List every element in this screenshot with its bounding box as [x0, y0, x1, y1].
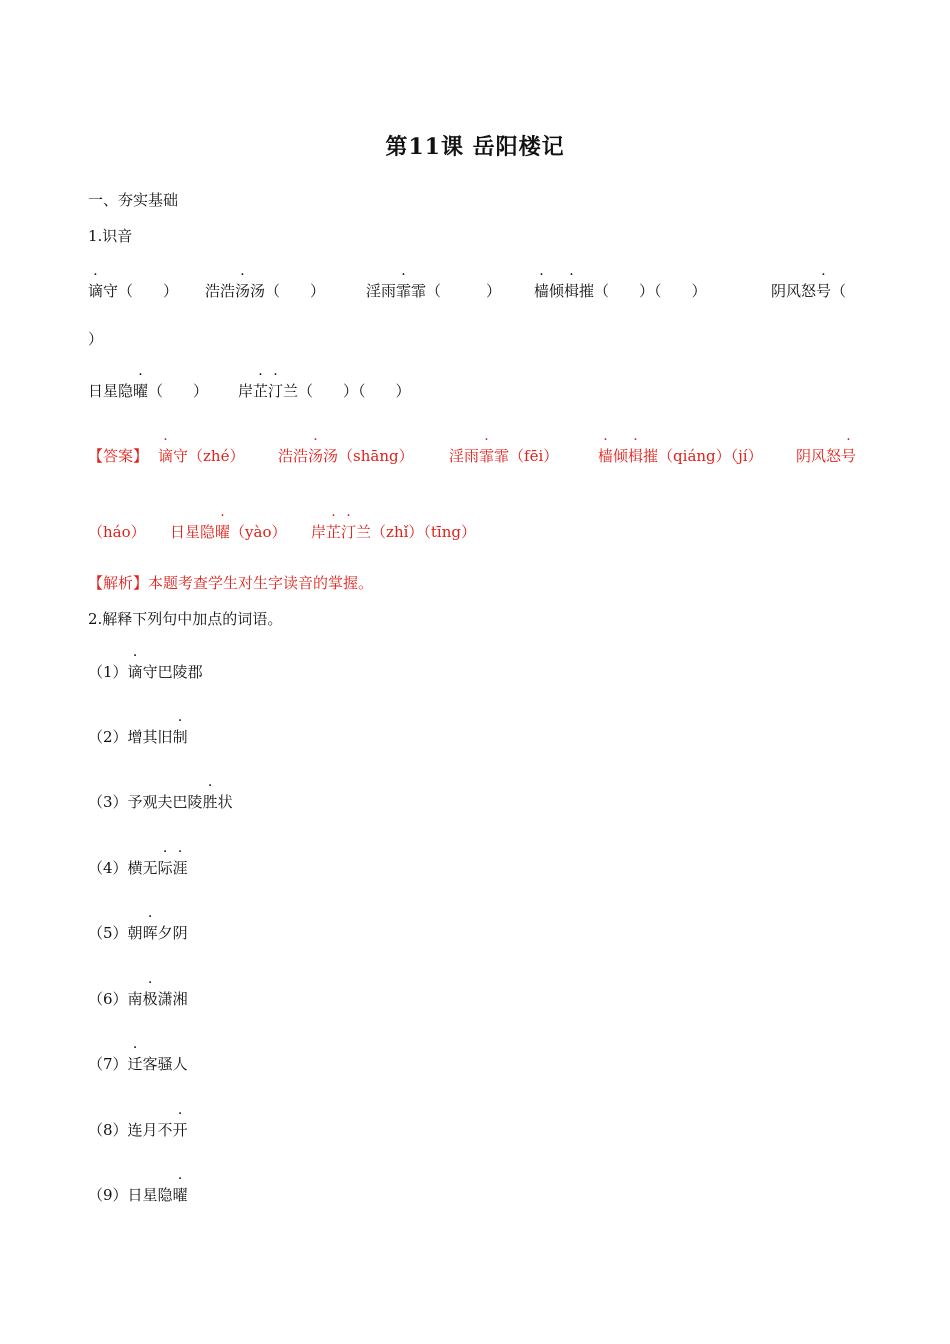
analysis [88, 573, 373, 593]
answer-item-7: 岸芷汀兰（zhǐ）（tīng） [311, 523, 476, 541]
answer-item-5-wrap: （háo） [88, 523, 146, 541]
analysis-label: 【解析】 [88, 574, 149, 592]
q1-item-5: 阴风怒号（ [771, 282, 847, 300]
q1-item-4: 樯倾楫摧（ ）（ ） [534, 282, 707, 300]
q2-item-1: （1）谪守巴陵郡 [88, 663, 203, 681]
answer-label: 【答案】 [88, 447, 149, 465]
q2-item-5: （5）朝晖夕阴 [88, 924, 188, 942]
answer-item-6: 日星隐曜（yào） [170, 523, 287, 541]
q2-item-2: （2）增其旧制 [88, 728, 188, 746]
analysis-text: 本题考查学生对生字读音的掌握。 [148, 574, 374, 592]
question-1-heading: 1.识音 [88, 227, 133, 245]
question-2-heading: 2.解释下列句中加点的词语。 [88, 610, 283, 628]
section-heading: 一、夯实基础 [88, 191, 179, 209]
q1-item-1: 谪守（ ） [88, 282, 179, 300]
answer-item-2: 浩浩汤汤（shāng） [278, 447, 414, 465]
answer-item-1: 谪守（zhé） [158, 447, 245, 465]
q1-item-3: 淫雨霏霏（ ） [366, 282, 502, 300]
q2-item-6: （6）南极潇湘 [88, 990, 188, 1008]
q2-item-8: （8）连月不开 [88, 1121, 188, 1139]
q2-item-9: （9）日星隐曜 [88, 1186, 188, 1204]
answer-item-5: 阴风怒号 [796, 447, 857, 465]
q1-item-2: 浩浩汤汤（ ） [205, 282, 326, 300]
q1-item-7: 岸芷汀兰（ ）（ ） [238, 382, 411, 400]
q2-item-4: （4）横无际涯 [88, 859, 188, 877]
q2-item-3: （3）予观夫巴陵胜状 [88, 793, 233, 811]
answer-item-4: 樯倾楫摧（qiáng）（jí） [598, 447, 763, 465]
q2-item-7: （7）迁客骚人 [88, 1055, 188, 1073]
q1-item-6: 日星隐曜（ ） [88, 382, 209, 400]
q1-item-5-wrap: ） [88, 330, 104, 348]
answer-item-3: 淫雨霏霏（fēi） [449, 447, 559, 465]
page-title: 第11课 岳阳楼记 [385, 134, 565, 160]
